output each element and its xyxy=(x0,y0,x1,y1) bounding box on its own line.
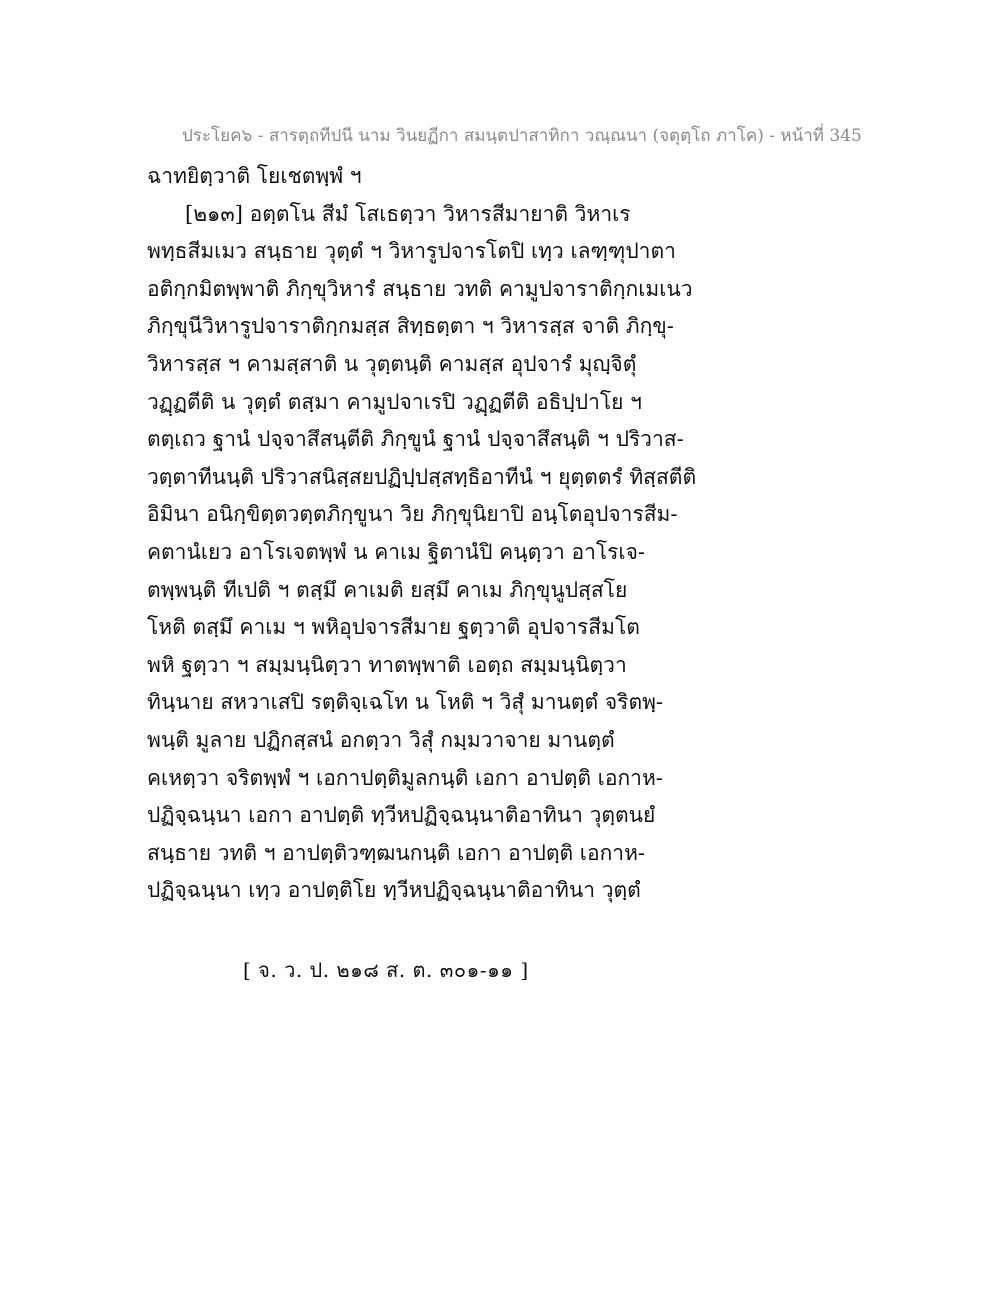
text-line: ตตฺเถว ฐานํ ปจฺจาสึสนฺตีติ ภิกฺขูนํ ฐานํ ปจฺจาสึสนฺติ ฯ ปริวาส- xyxy=(147,427,684,452)
text-line: ฉาทยิตฺวาติ โยเชตพฺพํ ฯ xyxy=(147,164,362,188)
text-line: [๒๑๓] อตฺตโน สีมํ โสเธตฺวา วิหารสีมายาติ วิหาเร xyxy=(185,201,631,226)
text-line: คตานํเยว อาโรเจตพฺพํ น คาเม ฐิตานํปิ คนฺตฺวา อาโรเจ- xyxy=(147,539,646,564)
text-line: วตฺตาทีนนฺติ ปริวาสนิสฺสยปฏิปฺปสฺสทฺธิอาทีนํ ฯ ยุตฺตตรํ ทิสฺสตีติ xyxy=(147,464,697,489)
text-line: คเหตฺวา จริตพฺพํ ฯ เอกาปตฺติมูลกนฺติ เอกา อาปตฺติ เอกาห- xyxy=(147,765,663,790)
text-line: ตพฺพนฺติ ทีเปติ ฯ ตสฺมึ คาเมติ ยสฺมึ คาเม ภิกฺขุนูปสฺสโย xyxy=(147,577,628,602)
text-line: สนฺธาย วทติ ฯ อาปตฺติวฑฺฒนกนฺติ เอกา อาปตฺติ เอกาห- xyxy=(147,840,646,865)
body-text xyxy=(147,158,847,910)
text-line: ปฏิจฺฉนฺนา เอกา อาปตฺติ ทฺวีหปฏิจฺฉนฺนาติอาทินา วุตฺตนยํ xyxy=(147,803,656,828)
text-line: วิหารสฺส ฯ คามสฺสาติ น วุตฺตนฺติ คามสฺส อุปจารํ มุญฺจิตุํ xyxy=(147,351,637,376)
text-line: พทฺธสีมเมว สนฺธาย วุตฺตํ ฯ วิหารูปจารโตปิ เทฺว เลฑฺฑุปาตา xyxy=(147,239,676,264)
text-line: อิมินา อนิกฺขิตฺตวตฺตภิกฺขูนา วิย ภิกฺขุนิยาปิ อนฺโตอุปจารสีม- xyxy=(147,502,678,527)
text-line: อติกฺกมิตพฺพาติ ภิกฺขุวิหารํ สนฺธาย วทติ คามูปจาราติกฺกเมเนว xyxy=(147,276,693,301)
text-line: พนฺติ มูลาย ปฏิกสฺสนํ อกตฺวา วิสุํ กมฺมวาจาย มานตฺตํ xyxy=(147,727,615,752)
running-header: ประโยค๖ - สารตฺถทีปนี นาม วินยฏีกา สมนฺตปาสาทิกา วณฺณนา (จตุตฺโถ ภาโค) - หน้าที่ 345 xyxy=(182,126,862,146)
text-line: โหติ ตสฺมึ คาเม ฯ พหิอุปจารสีมาย ฐตฺวาติ อุปจารสีมโต xyxy=(147,615,640,640)
text-line: วฏฺฏตีติ น วุตฺตํ ตสฺมา คามูปจาเรปิ วฏฺฏตีติ อธิปฺปาโย ฯ xyxy=(147,389,642,414)
text-line: พหิ ฐตฺวา ฯ สมฺมนฺนิตฺวา ทาตพฺพาติ เอตฺถ สมฺมนฺนิตฺวา xyxy=(147,652,627,677)
footnote-reference: [ จ. ว. ป. ๒๑๘ ส. ต. ๓๐๑-๑๑ ] xyxy=(243,958,529,982)
text-line: ภิกฺขุนีวิหารูปจาราติกฺกมสฺส สิทฺธตฺตา ฯ วิหารสฺส จาติ ภิกฺขุ- xyxy=(147,314,674,339)
text-line: ปฏิจฺฉนฺนา เทฺว อาปตฺติโย ทฺวีหปฏิจฺฉนฺนาติอาทินา วุตฺตํ xyxy=(147,878,641,903)
text-line: ทินฺนาย สหวาเสปิ รตฺติจฺเฉโท น โหติ ฯ วิสุํ มานตฺตํ จริตพฺ- xyxy=(147,690,664,715)
